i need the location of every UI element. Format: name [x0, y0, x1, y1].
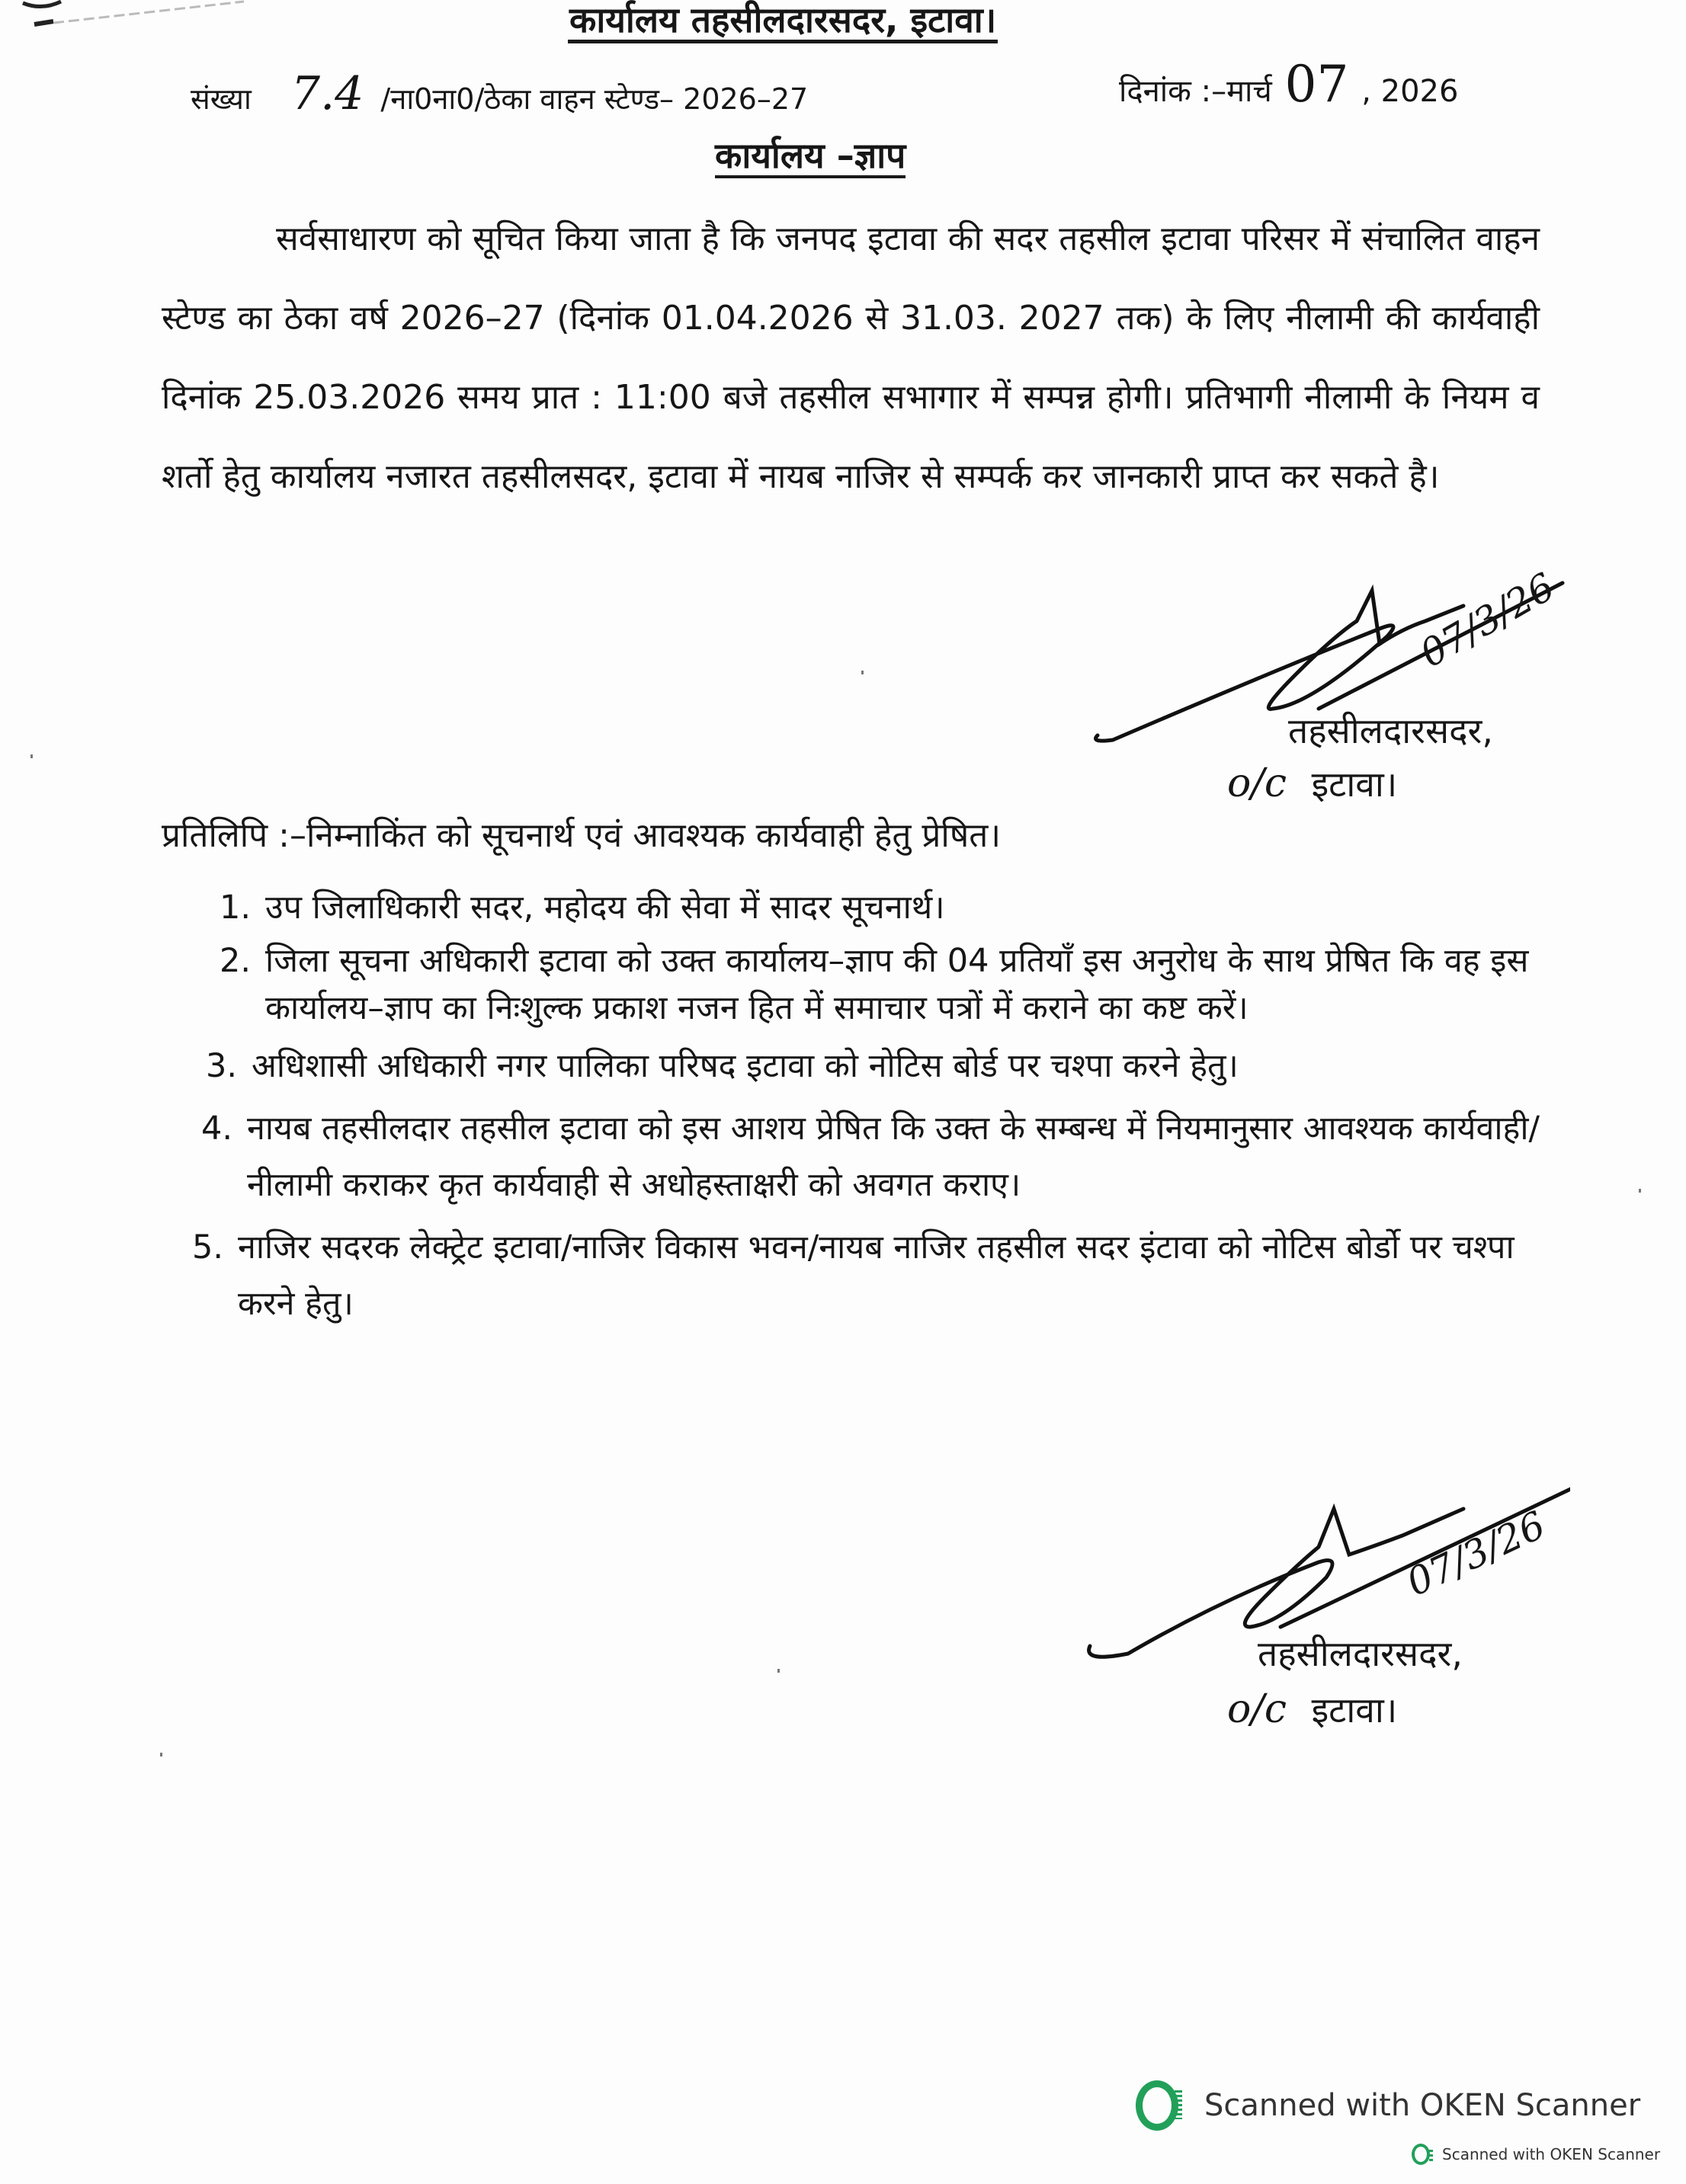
watermark-large-text: Scanned with OKEN Scanner	[1204, 2088, 1641, 2123]
body-paragraph-text: सर्वसाधारण को सूचित किया जाता है कि जनपद इटावा की सदर तहसील इटावा परिसर में संचालित वाहन स्टेण्ड का ठेका वर्ष 2026–27 (दिनांक 01.04.2026 से 31.03. 2027 तक) के लिए नीलामी की कार्यवाही दिनांक 25.03.2026 समय प्रात : 11:00 बजे तहसील सभागार में सम्पन्न होगी। प्रतिभागी नीलामी के नियम व शर्तो हेतु कार्यालय नजारत तहसीलसदर, इटावा में नायब नाजिर से सम्पर्क कर जानकारी प्राप्त कर सकते है।	[162, 219, 1540, 496]
list-item-text: नाजिर सदरक लेक्ट्रेट इटावा/नाजिर विकास भवन/नायब नाजिर तहसील सदर इंटावा को नोटिस बोर्डो पर चश्पा करने हेतु।	[238, 1228, 1515, 1323]
date-label: दिनांक :–मार्च	[1119, 74, 1272, 109]
signature-block-2	[1067, 1463, 1570, 1737]
list-item	[220, 884, 1555, 931]
list-item-text: उप जिलाधिकारी सदर, महोदय की सेवा में सादर सूचनार्थ।	[265, 889, 945, 927]
copy-distribution-list	[192, 884, 1555, 1338]
list-item	[206, 1038, 1555, 1094]
list-item	[220, 937, 1555, 1032]
oken-scanner-logo-icon	[1412, 2144, 1430, 2165]
scan-speck	[30, 754, 33, 758]
document-date	[1119, 55, 1458, 114]
copy-heading: प्रतिलिपि :–निम्नाकिंत को सूचनार्थ एवं आवश्यक कार्यवाही हेतु प्रेषित।	[162, 816, 1002, 855]
signature-2-place: इटावा।	[1311, 1689, 1398, 1731]
list-item-number: 3.	[206, 1047, 238, 1085]
scan-corner-artifact	[0, 0, 244, 69]
list-item-text: अधिशासी अधिकारी नगर पालिका परिषद इटावा को नोटिस बोर्ड पर चश्पा करने हेतु।	[252, 1047, 1239, 1085]
reference-label: संख्या	[191, 82, 252, 116]
reference-number	[191, 67, 808, 120]
list-item-text: नायब तहसीलदार तहसील इटावा को इस आशय प्रेषित कि उक्त के सम्बन्ध में नियमानुसार आवश्यक कार्यवाही/नीलामी कराकर कृत कार्यवाही से अधोहस्ताक्षरी को अवगत कराए।	[247, 1110, 1540, 1204]
watermark-small-text: Scanned with OKEN Scanner	[1442, 2145, 1661, 2163]
list-item	[201, 1100, 1555, 1213]
list-item-number: 2.	[220, 942, 252, 980]
scan-speck	[160, 1753, 162, 1756]
scan-speck	[861, 671, 864, 674]
signature-1-place-line	[1227, 760, 1397, 807]
date-handwritten-day: 07	[1284, 55, 1349, 114]
signature-2-designation: तहसीलदारसदर,	[1258, 1633, 1463, 1674]
signature-2-place-line	[1227, 1686, 1397, 1733]
scanner-watermark-small	[1412, 2144, 1660, 2165]
date-year: , 2026	[1361, 74, 1459, 109]
signature-block-1	[1067, 560, 1570, 804]
scan-speck	[777, 1669, 780, 1673]
list-item	[192, 1219, 1555, 1332]
list-item-number: 4.	[201, 1110, 233, 1148]
reference-handwritten-number: 7.4	[290, 67, 364, 120]
memo-subject: कार्यालय –ज्ञाप	[715, 137, 906, 178]
body-paragraph	[162, 200, 1540, 517]
signature-1-date: 07/3/26	[1412, 564, 1563, 677]
oken-scanner-logo-icon	[1136, 2080, 1178, 2131]
signature-2-date: 07/3/26	[1399, 1502, 1552, 1606]
signature-1-oc-mark: o/c	[1227, 761, 1287, 806]
scan-speck	[1639, 1189, 1641, 1193]
signature-2-oc-mark: o/c	[1227, 1686, 1287, 1732]
reference-code: /ना0ना0/ठेका वाहन स्टेण्ड– 2026–27	[380, 82, 809, 116]
list-item-number: 1.	[220, 889, 252, 927]
list-item-number: 5.	[192, 1228, 224, 1267]
office-title: कार्यालय तहसीलदारसदर, इटावा।	[568, 2, 998, 43]
signature-1-designation: तहसीलदारसदर,	[1288, 710, 1493, 751]
list-item-text: जिला सूचना अधिकारी इटावा को उक्त कार्यालय–ज्ञाप की 04 प्रतियाँ इस अनुरोध के साथ प्रेषित कि वह इस कार्यालय–ज्ञाप का निःशुल्क प्रकाश नजन हित में समाचार पत्रों में कराने का कष्ट करें।	[265, 942, 1529, 1027]
scanner-watermark-large	[1136, 2080, 1640, 2131]
signature-1-place: इटावा।	[1311, 764, 1398, 805]
